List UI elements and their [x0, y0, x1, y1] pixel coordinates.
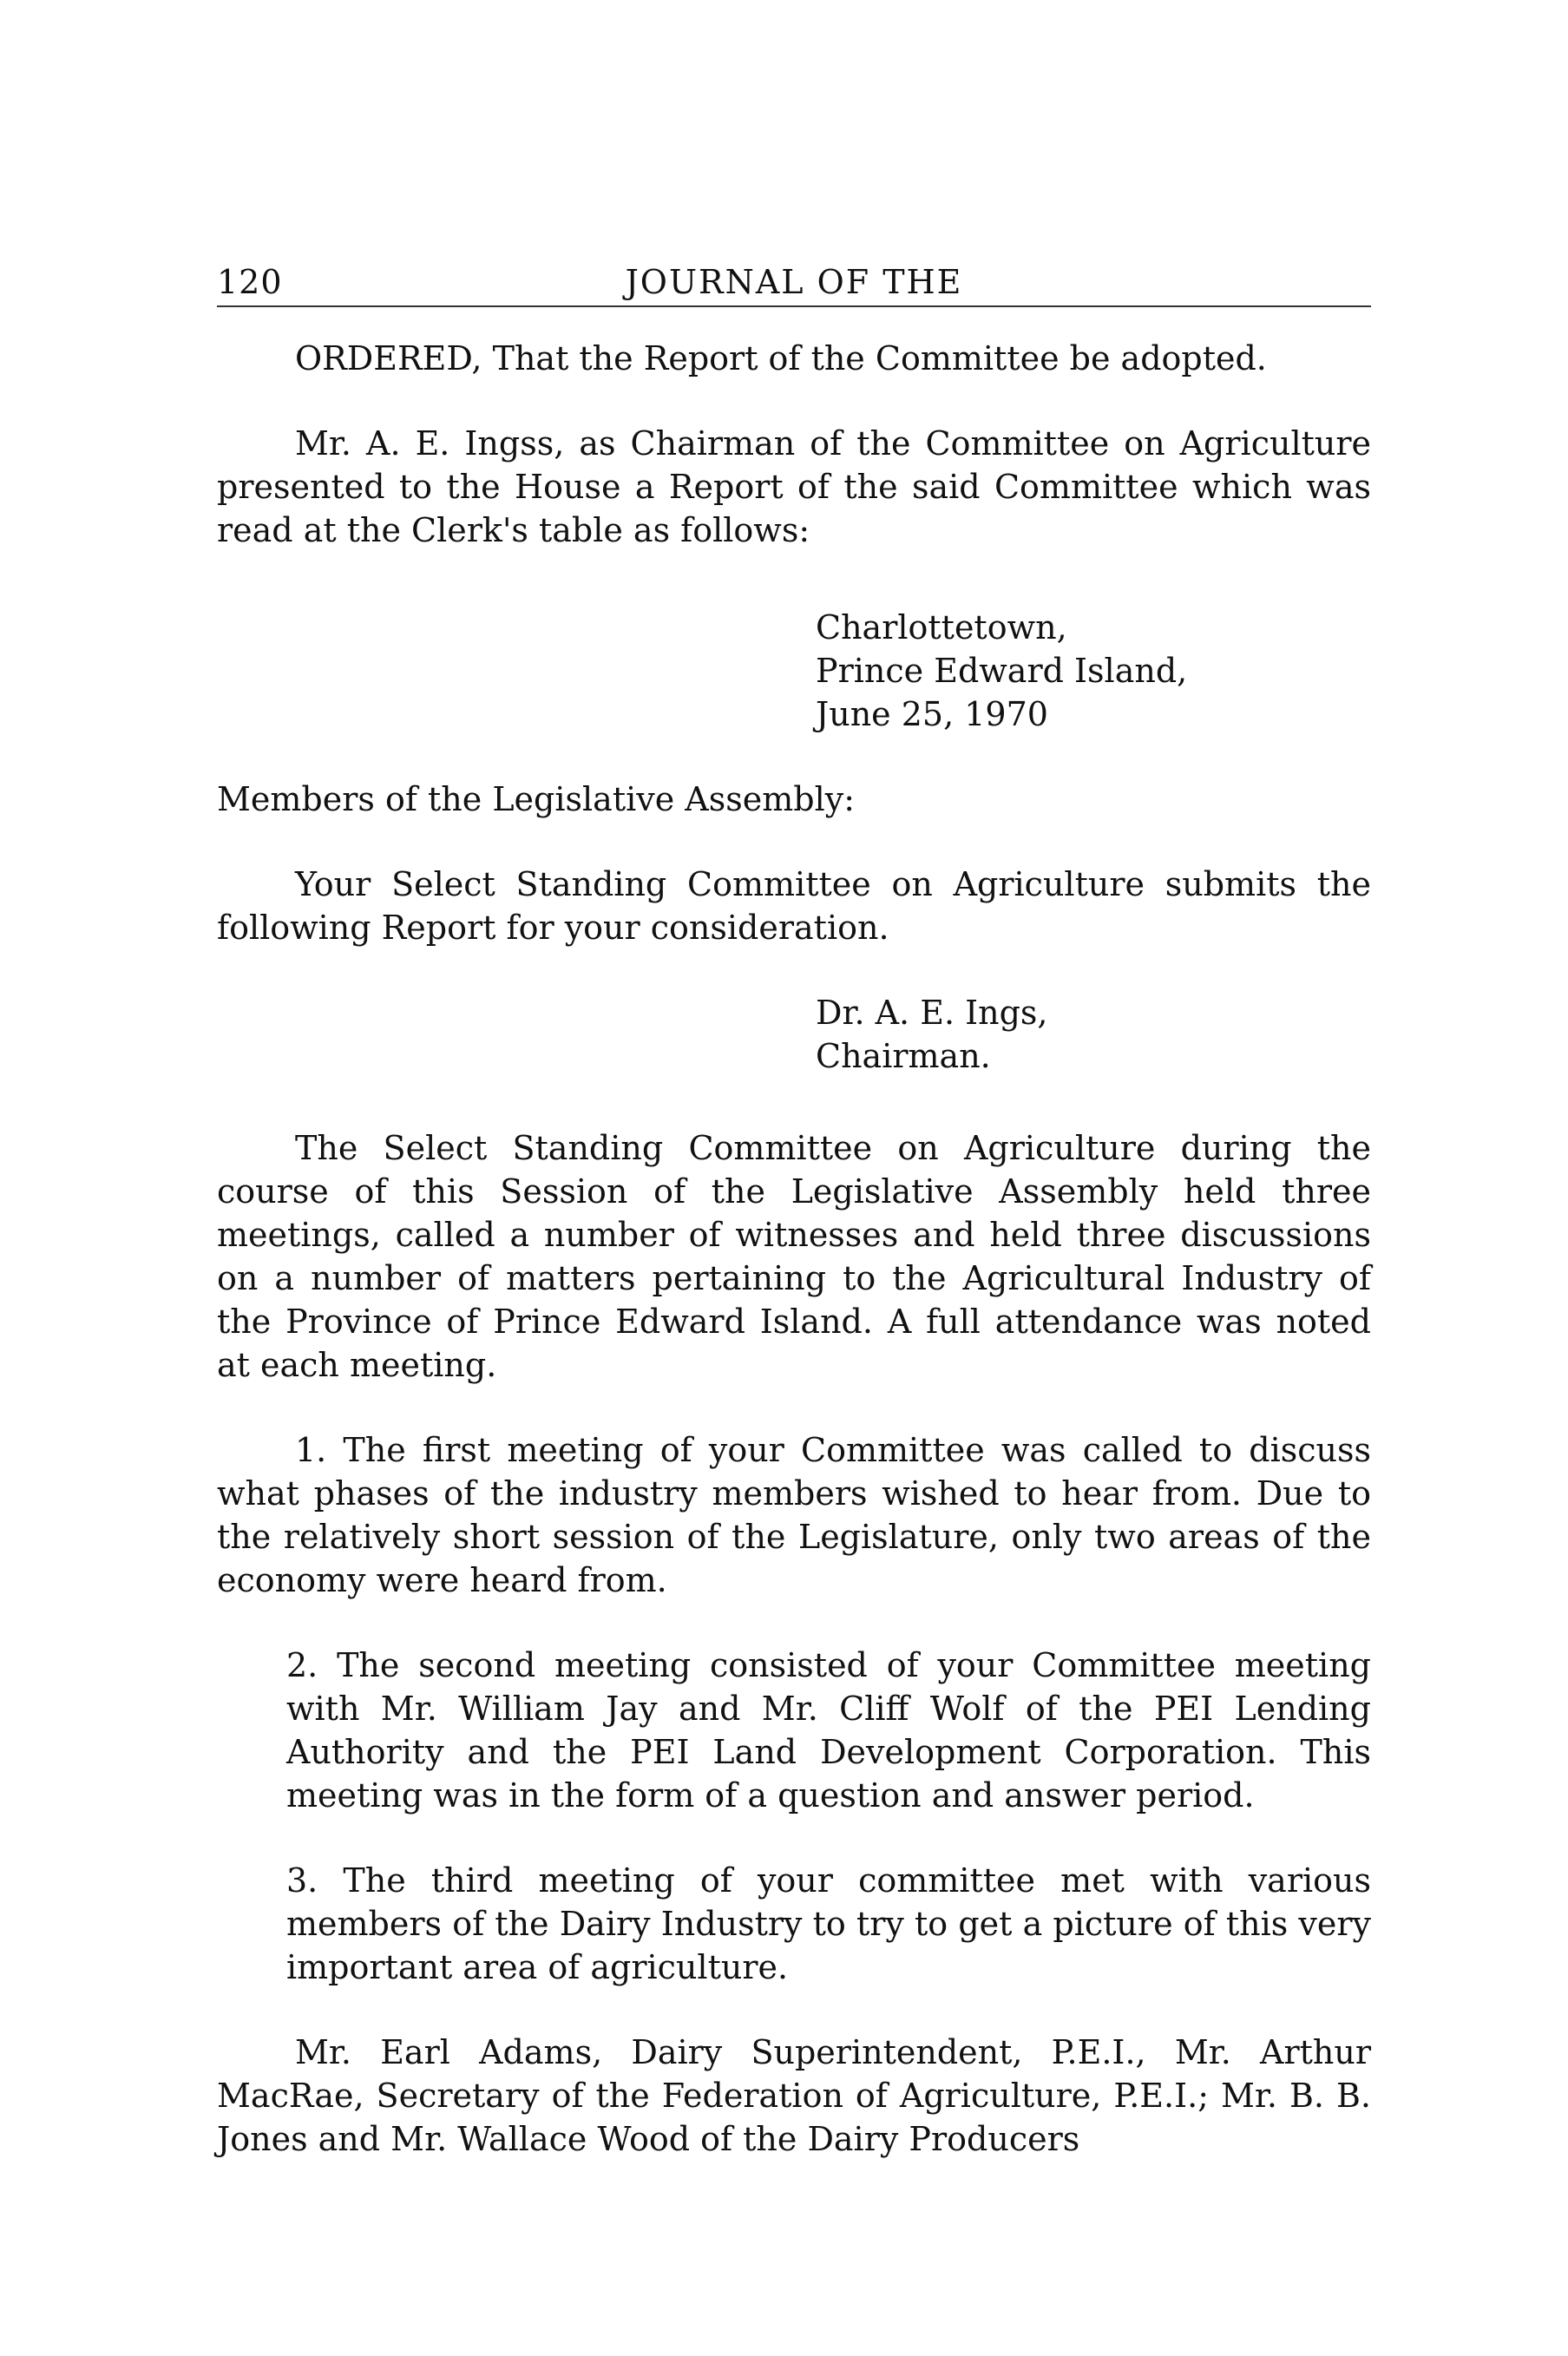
summary-paragraph: The Select Standing Committee on Agriculture during the course of this Session of the Legislative Assembly held three meetings, called a number of witnesses and held three discussions on a number of matters pertaining to the Agricultural Industry of the Province of Prince Edward Island. A full attendance was noted at each meeting. — [217, 1129, 1371, 1384]
item-2: 2. The second meeting consisted of your Committee meeting with Mr. William Jay and Mr. Cliff Wolf of the PEI Lending Authority and the PEI Land Development Corporation. This meeting was in the form of a question and answer period. — [286, 1646, 1371, 1815]
journal-page — [217, 260, 1371, 2161]
signature-block — [816, 991, 1371, 1078]
item-1: 1. The first meeting of your Committee was called to discuss what phases of the industry members wished to hear from. Due to the relatively short session of the Legislature, only two areas of the economy were heard from. — [217, 1431, 1371, 1599]
submission-paragraph: Your Select Standing Committee on Agriculture submits the following Report for your consideration. — [217, 865, 1371, 947]
signature-name: Dr. A. E. Ings, — [816, 994, 1048, 1032]
item-3: 3. The third meeting of your committee met with various members of the Dairy Industry to try to get a picture of this very important area of agriculture. — [286, 1861, 1371, 1986]
ordered-line: ORDERED, That the Report of the Committee be adopted. — [295, 339, 1267, 377]
location-province: Prince Edward Island, — [816, 652, 1188, 690]
page-header — [217, 260, 1371, 307]
signature-title: Chairman. — [816, 1037, 991, 1075]
running-title: JOURNAL OF THE — [625, 263, 963, 301]
location-block — [816, 606, 1371, 736]
attendees-paragraph: Mr. Earl Adams, Dairy Superintendent, P.E.I., Mr. Arthur MacRae, Secretary of the Federation of Agriculture, P.E.I.; Mr. B. B. Jones and Mr. Wallace Wood of the Dairy Producers — [217, 2033, 1371, 2158]
location-city: Charlottetown, — [816, 608, 1067, 646]
salutation: Members of the Legislative Assembly: — [217, 780, 856, 818]
report-date: June 25, 1970 — [816, 695, 1048, 733]
intro-paragraph: Mr. A. E. Ingss, as Chairman of the Committee on Agriculture presented to the House a Report of the said Committee which was read at the Clerk's table as follows: — [217, 424, 1371, 549]
page-number: 120 — [217, 263, 283, 301]
